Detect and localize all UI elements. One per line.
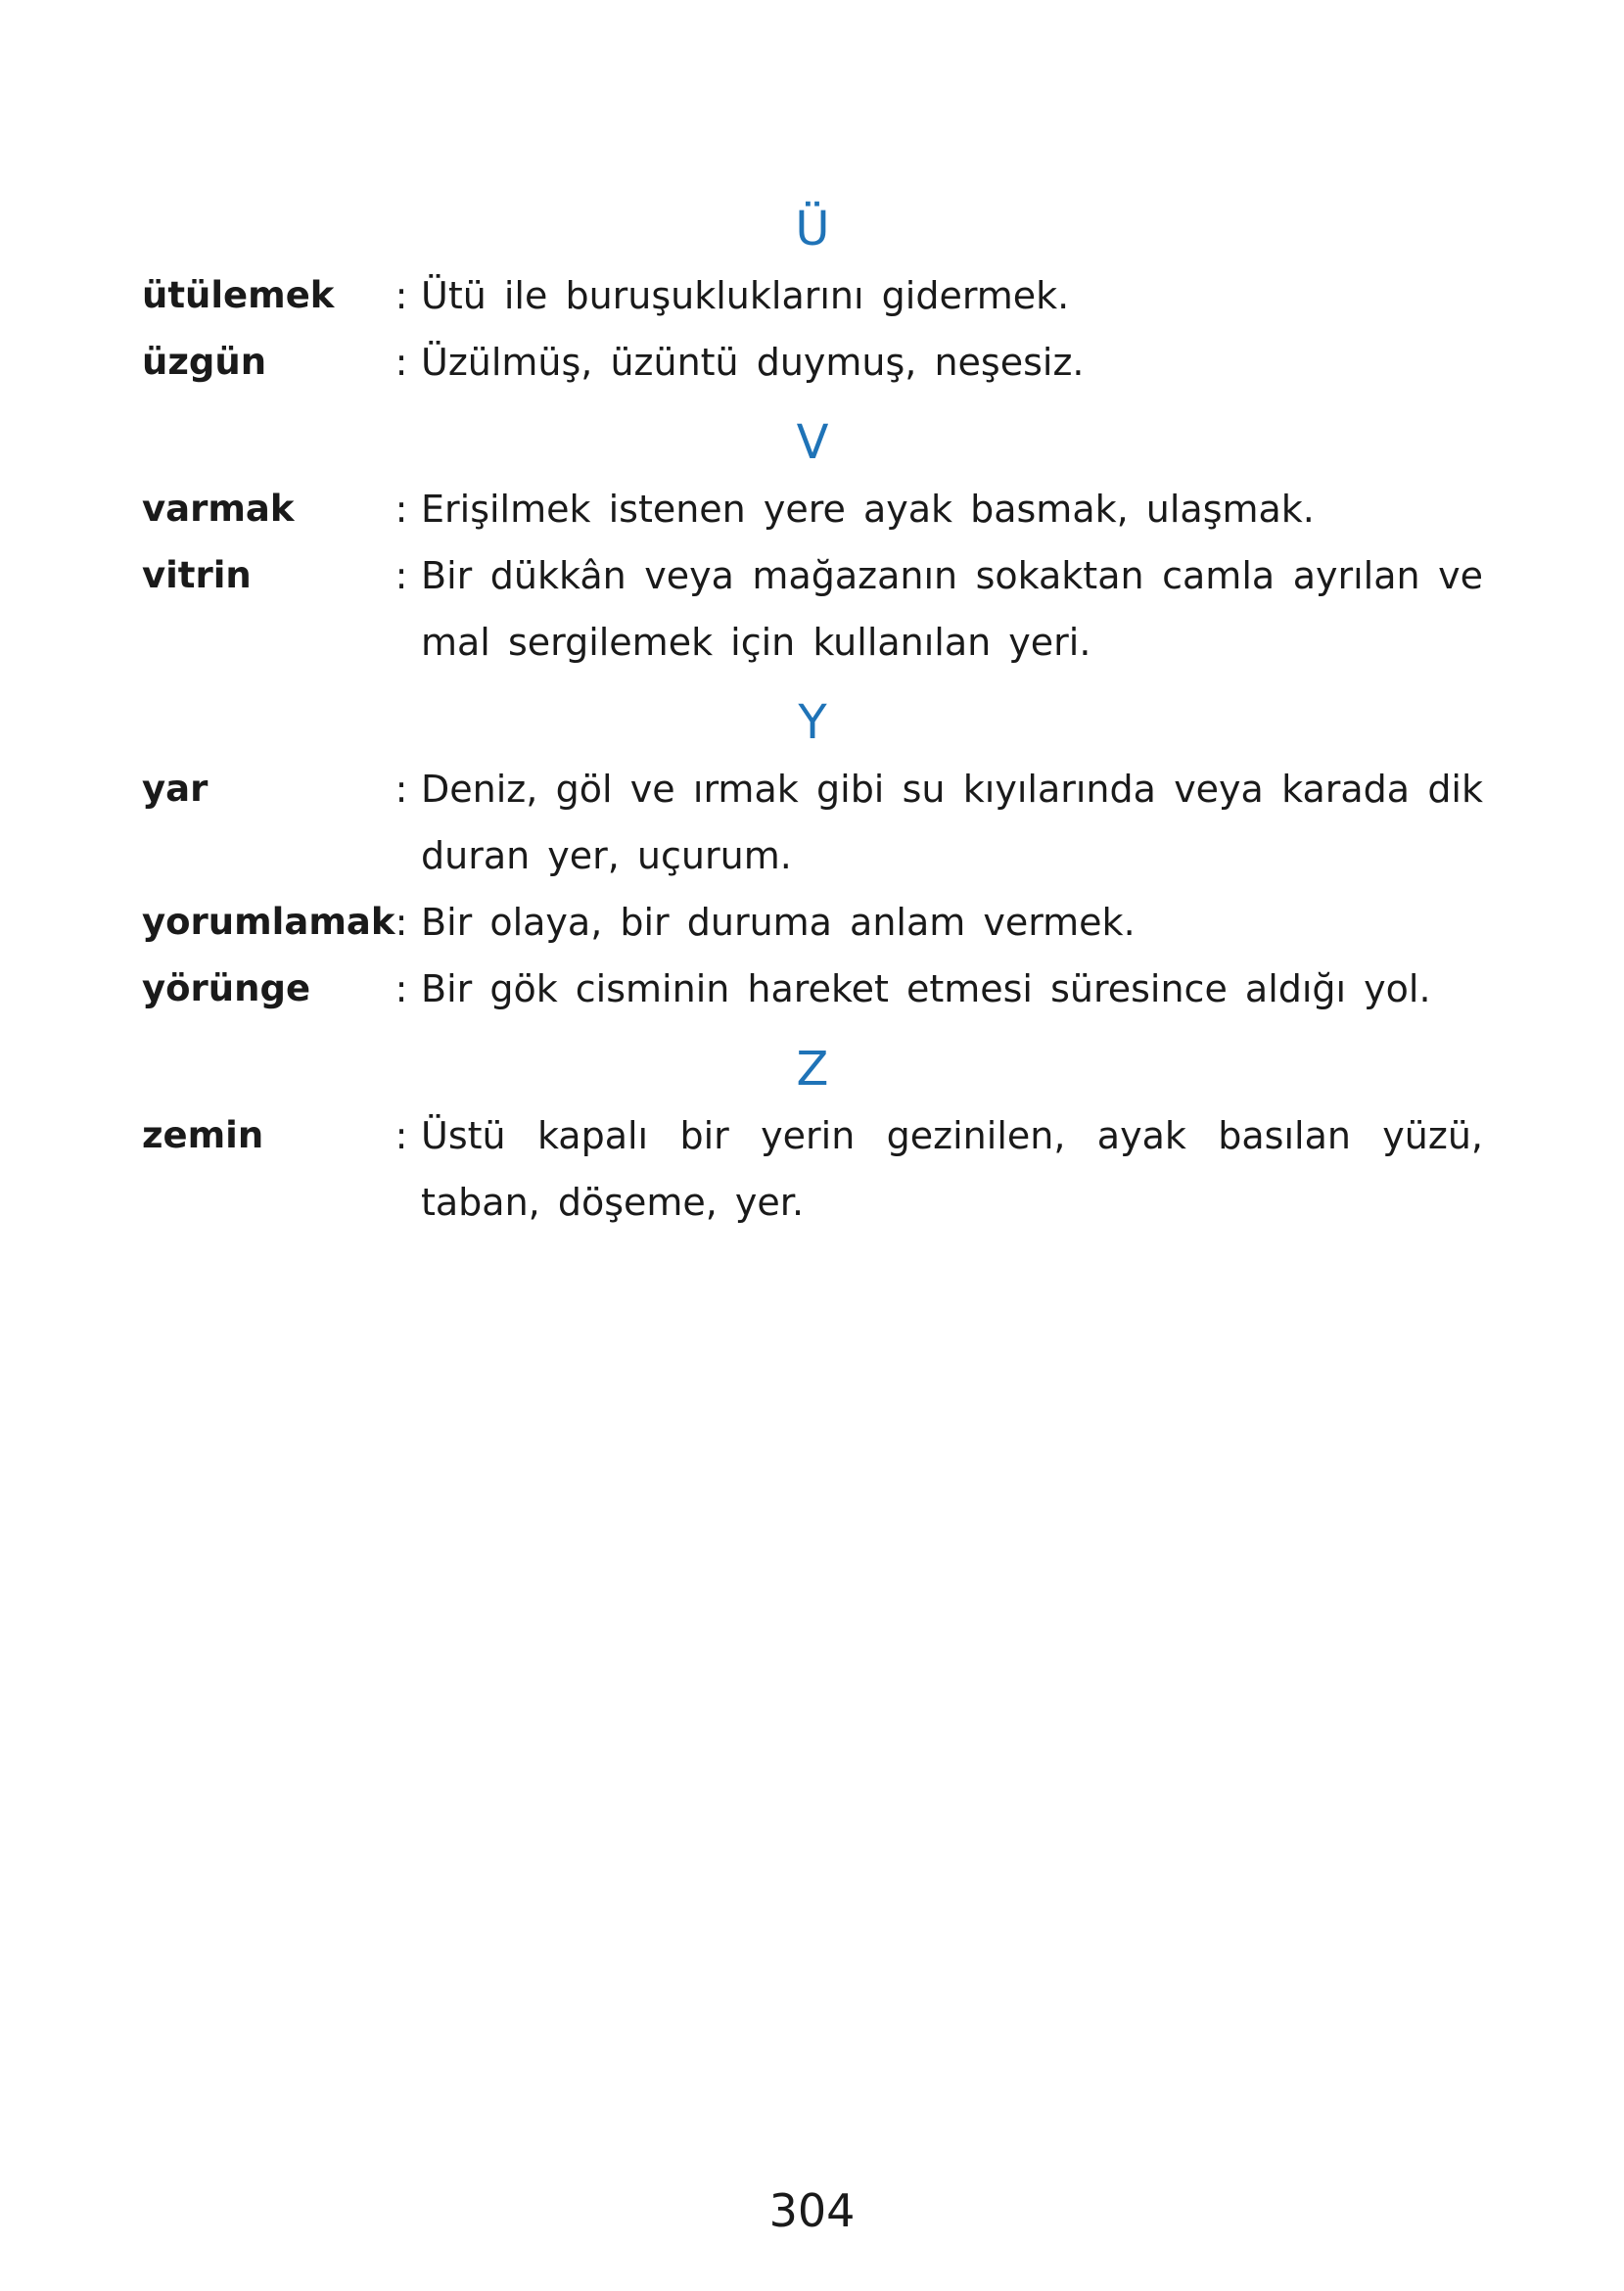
entry-term: yar	[142, 768, 209, 810]
entry-colon: :	[394, 967, 408, 1010]
entry-term: zemin	[142, 1114, 264, 1156]
glossary-entry	[142, 542, 1483, 676]
entry-term: yörünge	[142, 967, 311, 1009]
page-number: 304	[768, 2184, 856, 2237]
entry-definition: Deniz, göl ve ırmak gibi su kıyılarında veya karada dik duran yer, uçurum.	[421, 768, 1483, 877]
entry-colon: :	[394, 274, 408, 317]
entry-colon: :	[394, 341, 408, 384]
section-letter: V	[796, 415, 829, 470]
entry-term: vitrin	[142, 554, 252, 596]
entry-definition: Erişilmek istenen yere ayak basmak, ulaşmak.	[421, 488, 1315, 531]
section-u	[142, 196, 1483, 396]
entry-definition: Üzülmüş, üzüntü duymuş, neşesiz.	[421, 341, 1085, 384]
section-y	[142, 689, 1483, 1022]
glossary-entry	[142, 889, 1483, 956]
entry-term: varmak	[142, 488, 295, 530]
glossary-entry	[142, 956, 1483, 1022]
entry-definition: Bir dükkân veya mağazanın sokaktan camla ayrılan ve mal sergilemek için kullanılan yeri.	[421, 554, 1483, 664]
entry-definition: Bir gök cisminin hareket etmesi süresince aldığı yol.	[421, 967, 1431, 1010]
entry-term: üzgün	[142, 341, 267, 383]
glossary-entry	[142, 476, 1483, 542]
glossary-entry	[142, 262, 1483, 329]
entry-definition: Ütü ile buruşukluklarını gidermek.	[421, 274, 1070, 317]
entry-colon: :	[394, 554, 408, 597]
section-letter: Y	[798, 695, 827, 750]
entry-colon: :	[394, 768, 408, 811]
section-z	[142, 1036, 1483, 1236]
section-letter: Ü	[795, 202, 830, 257]
glossary-entry	[142, 329, 1483, 396]
glossary-page	[142, 196, 1483, 1236]
section-v	[142, 409, 1483, 676]
entry-term: yorumlamak	[142, 901, 395, 943]
section-letter: Z	[796, 1042, 829, 1097]
entry-definition: Bir olaya, bir duruma anlam vermek.	[421, 901, 1136, 944]
entry-colon: :	[394, 1114, 408, 1157]
entry-term: ütülemek	[142, 274, 335, 316]
glossary-entry	[142, 756, 1483, 889]
glossary-entry	[142, 1102, 1483, 1236]
entry-colon: :	[394, 901, 408, 944]
entry-colon: :	[394, 488, 408, 531]
entry-definition: Üstü kapalı bir yerin gezinilen, ayak basılan yüzü, taban, döşeme, yer.	[421, 1114, 1483, 1224]
